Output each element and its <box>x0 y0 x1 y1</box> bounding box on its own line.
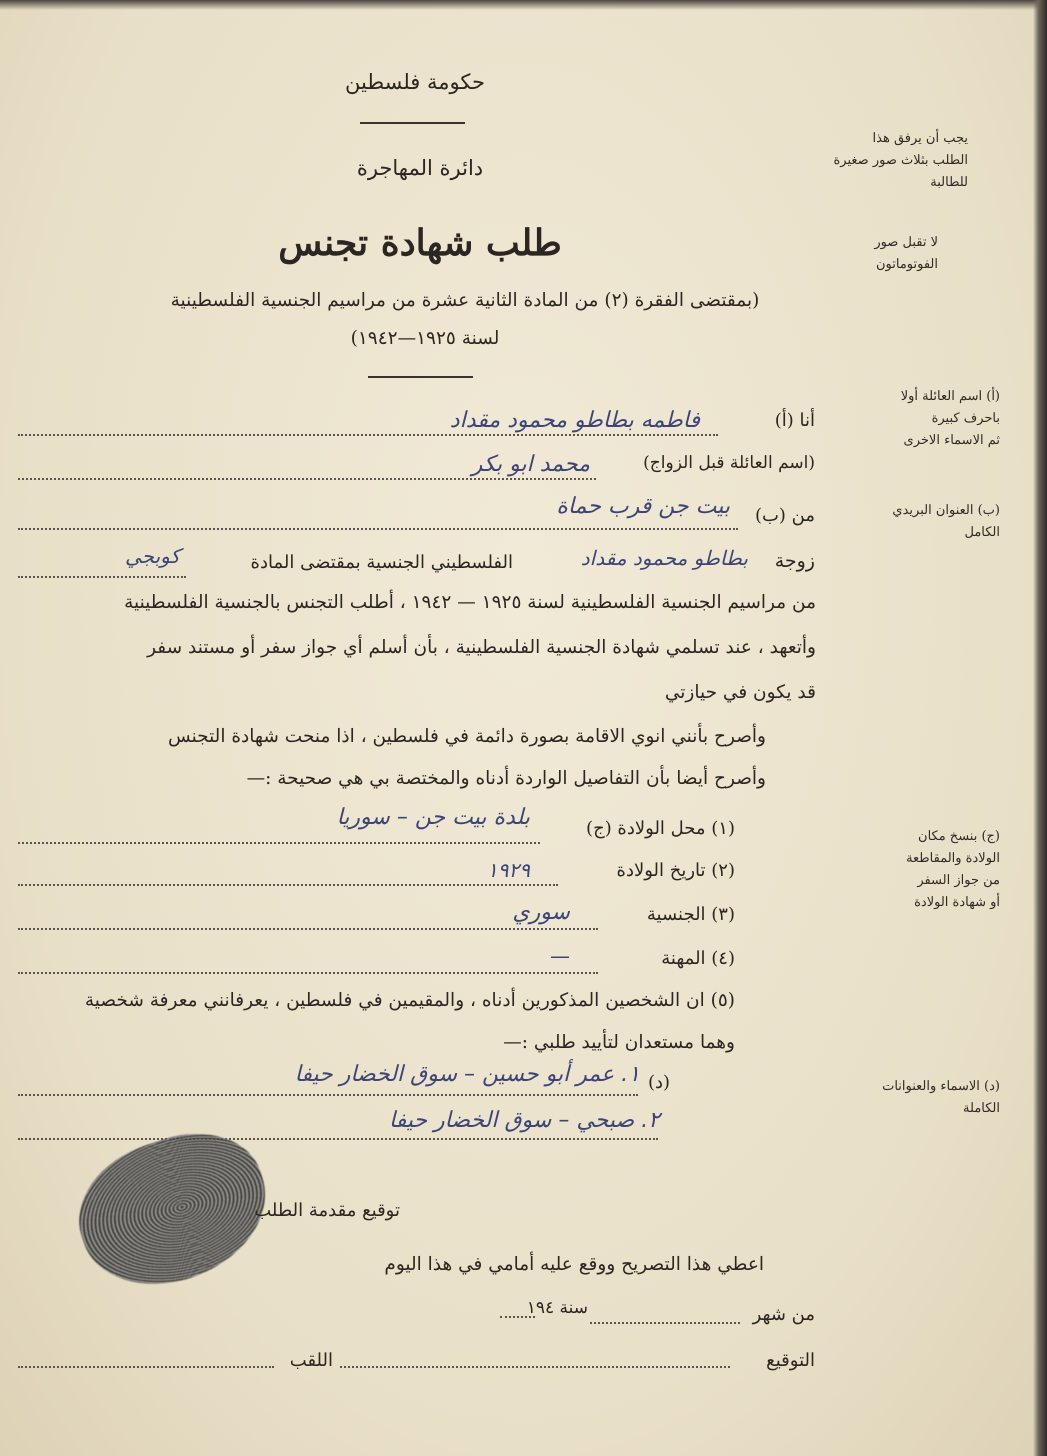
form-title: طلب شهادة تجنس <box>278 222 562 264</box>
from-label: من (ب) <box>754 505 815 526</box>
scan-edge-right <box>1033 0 1047 1456</box>
maiden-name-value: محمد ابو بكر <box>471 452 590 477</box>
article-value: كوبجي <box>125 544 180 568</box>
nationality-value: سوري <box>512 900 570 925</box>
i-am-label: أنا (أ) <box>774 410 815 431</box>
reference2-value: ٢. صبحي – سوق الخضار حيفا <box>388 1108 660 1133</box>
item4-line <box>18 972 598 974</box>
item1-label: (١) محل الولادة (ج) <box>586 818 735 839</box>
form-subtitle-line1: (بمقتضى الفقرة (٢) من المادة الثانية عشرة من مراسيم الجنسية الفلسطينية <box>170 290 760 311</box>
item1-line <box>18 842 540 844</box>
from-value: بيت جن قرب حماة <box>556 494 730 519</box>
item2-label: (٢) تاريخ الولادة <box>616 860 735 881</box>
government-heading: حكومة فلسطين <box>345 70 485 94</box>
note-a: (أ) اسم العائلة أولا باحرف كبيرة ثم الاسماء الاخرى <box>900 389 1000 448</box>
header-divider-2 <box>368 376 473 378</box>
item5-line1: (٥) ان الشخصين المذكورين أدناه ، والمقيمين في فلسطين ، يعرفانني معرفة شخصية <box>84 990 735 1011</box>
month-label: من شهر <box>752 1304 815 1325</box>
wife-label: زوجة <box>774 550 815 572</box>
possession-line: قد يكون في حيازتي <box>664 682 816 703</box>
photo-requirement-note: يجب أن يرفق هذا الطلب بثلاث صور صغيرة للطالبة <box>833 131 968 190</box>
department-heading: دائرة المهاجرة <box>356 156 484 180</box>
decrees-line: من مراسيم الجنسية الفلسطينية لسنة ١٩٢٥ — ١٩٤٢ ، أطلب التجنس بالجنسية الفلسطينية <box>124 592 816 613</box>
maiden-name-line <box>18 478 596 480</box>
reference1-value: ١. عمر أبو حسين – سوق الخضار حيفا <box>294 1062 640 1087</box>
name-line <box>18 434 718 436</box>
reference1-line <box>18 1094 638 1096</box>
scan-edge-top <box>0 0 1047 10</box>
item2-line <box>18 884 558 886</box>
item3-line <box>18 928 598 930</box>
husband-value: بطاطو محمود مقداد <box>580 546 748 570</box>
maiden-name-label: (اسم العائلة قبل الزواج) <box>643 453 815 473</box>
year-line <box>500 1316 535 1318</box>
title-line <box>18 1366 274 1368</box>
signature-label: التوقيع <box>766 1350 815 1371</box>
item3-label: (٣) الجنسية <box>646 904 735 925</box>
birthplace-value: بلدة بيت جن – سوريا <box>336 805 530 830</box>
declare-line-2: وأصرح أيضا بأن التفاصيل الواردة أدناه والمختصة بي هي صحيحة :— <box>246 768 766 789</box>
reference2-line <box>18 1138 658 1140</box>
declaration-given-line: اعطي هذا التصريح ووقع عليه أمامي في هذا اليوم <box>384 1254 764 1275</box>
pledge-line: وأتعهد ، عند تسلمي شهادة الجنسية الفلسطينية ، بأن أسلم أي جواز سفر أو مستند سفر <box>147 637 816 658</box>
applicant-signature-label: توقيع مقدمة الطلب <box>254 1200 400 1221</box>
references-label: (د) <box>647 1072 670 1093</box>
declare-line-1: وأصرح بأنني انوي الاقامة بصورة دائمة في فلسطين ، اذا منحت شهادة التجنس <box>167 726 766 747</box>
month-line <box>590 1322 740 1324</box>
note-b: (ب) العنوان البريدي الكامل <box>892 503 1000 540</box>
name-value: فاطمه بطاطو محمود مقداد <box>449 408 700 433</box>
note-c: (ج) بنسخ مكان الولادة والمقاطعة من جواز السفر أو شهادة الولادة <box>906 829 1000 910</box>
profession-value: — <box>550 944 570 968</box>
from-line <box>18 528 738 530</box>
signature-line <box>340 1366 730 1368</box>
item4-label: (٤) المهنة <box>661 948 735 969</box>
citizen-text: الفلسطيني الجنسية بمقتضى المادة <box>250 552 513 573</box>
title-label: اللقب <box>289 1350 333 1371</box>
header-divider-1 <box>360 122 465 124</box>
year-label: سنة ١٩٤ <box>526 1298 588 1318</box>
photomaton-note: لا تقبل صور الفوتوماتون <box>874 235 938 272</box>
item5-line2: وهما مستعدان لتأييد طلبي :— <box>503 1032 735 1053</box>
form-subtitle-line2: لسنة ١٩٢٥—١٩٤٢) <box>350 328 500 349</box>
article-line <box>18 576 186 578</box>
note-d: (د) الاسماء والعنوانات الكاملة <box>882 1079 1000 1116</box>
birthdate-value: ١٩٢٩ <box>487 858 530 882</box>
